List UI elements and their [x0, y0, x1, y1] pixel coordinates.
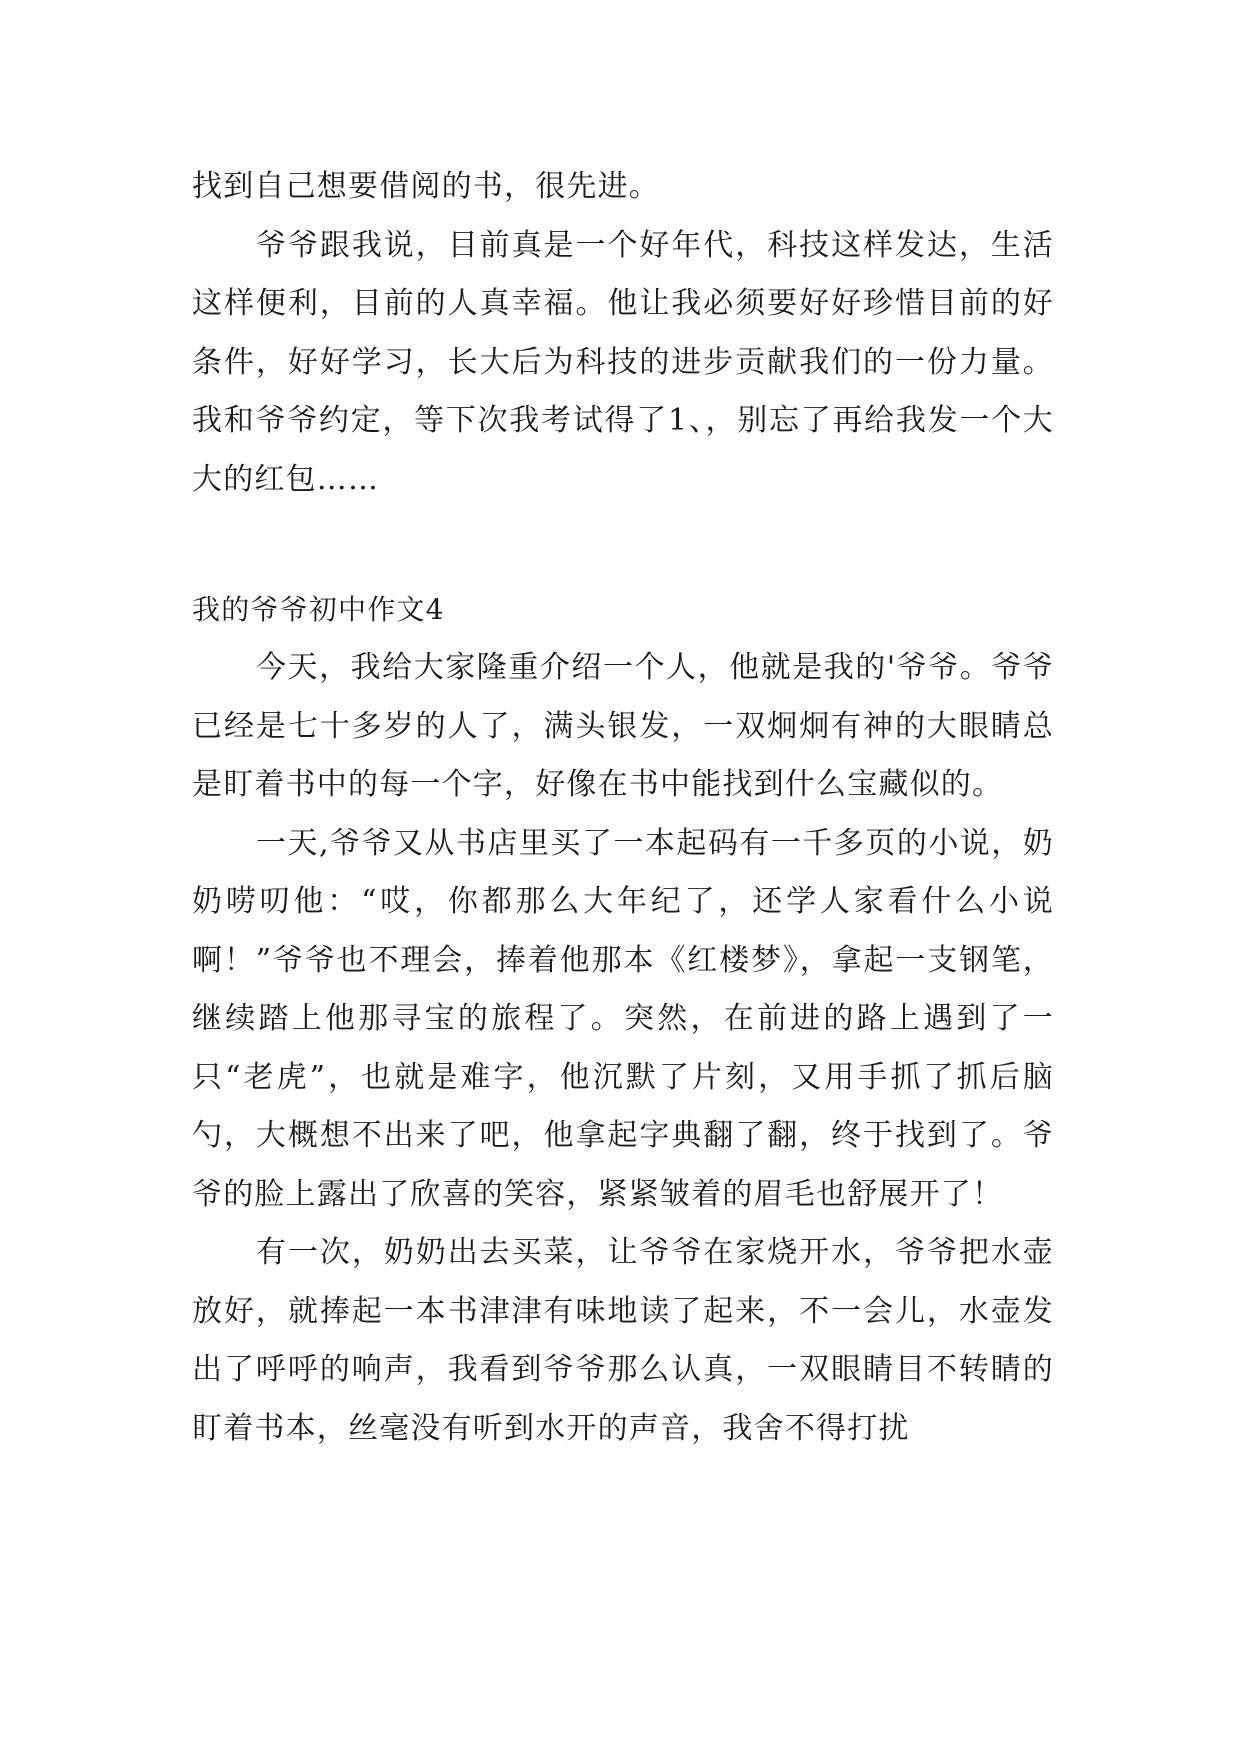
continued-paragraph: 找到自己想要借阅的书，很先进。 — [192, 169, 660, 204]
paragraph: 有一次，奶奶出去买菜，让爷爷在家烧开水，爷爷把水壶放好，就捧起一本书津津有味地读了起来，不一会儿，水壶发出了呼呼的响声，我看到爷爷那么认真，一双眼睛目不转睛的盯着书本，丝毫没有听到水开的声音，我舍不得打扰 — [192, 1235, 1054, 1446]
paragraph: 一天,爷爷又从书店里买了一本起码有一千多页的小说，奶奶唠叨他：“哎，你都那么大年纪了，还学人家看什么小说啊！”爷爷也不理会，捧着他那本《红楼梦》，拿起一支钢笔，继续踏上他那寻宝的旅程了。突然，在前进的路上遇到了一只“老虎”，也就是难字，他沉默了片刻，又用手抓了抓后脑勺，大概想不出来了吧，他拿起字典翻了翻，终于找到了。爷爷的脸上露出了欣喜的笑容，紧紧皱着的眉毛也舒展开了！ — [192, 825, 1054, 1212]
section-title: 我的爷爷初中作文4 — [192, 593, 445, 626]
paragraph: 今天，我给大家隆重介绍一个人，他就是我的'爷爷。爷爷已经是七十多岁的人了，满头银发，一双炯炯有神的大眼睛总是盯着书中的每一个字，好像在书中能找到什么宝藏似的。 — [192, 650, 1054, 802]
document-body — [192, 158, 1054, 1458]
paragraph: 爷爷跟我说，目前真是一个好年代，科技这样发达，生活这样便利，目前的人真幸福。他让我必须要好好珍惜目前的好条件，好好学习，长大后为科技的进步贡献我们的一份力量。我和爷爷约定，等下次我考试得了1、，别忘了再给我发一个大大的红包…… — [192, 227, 1054, 497]
